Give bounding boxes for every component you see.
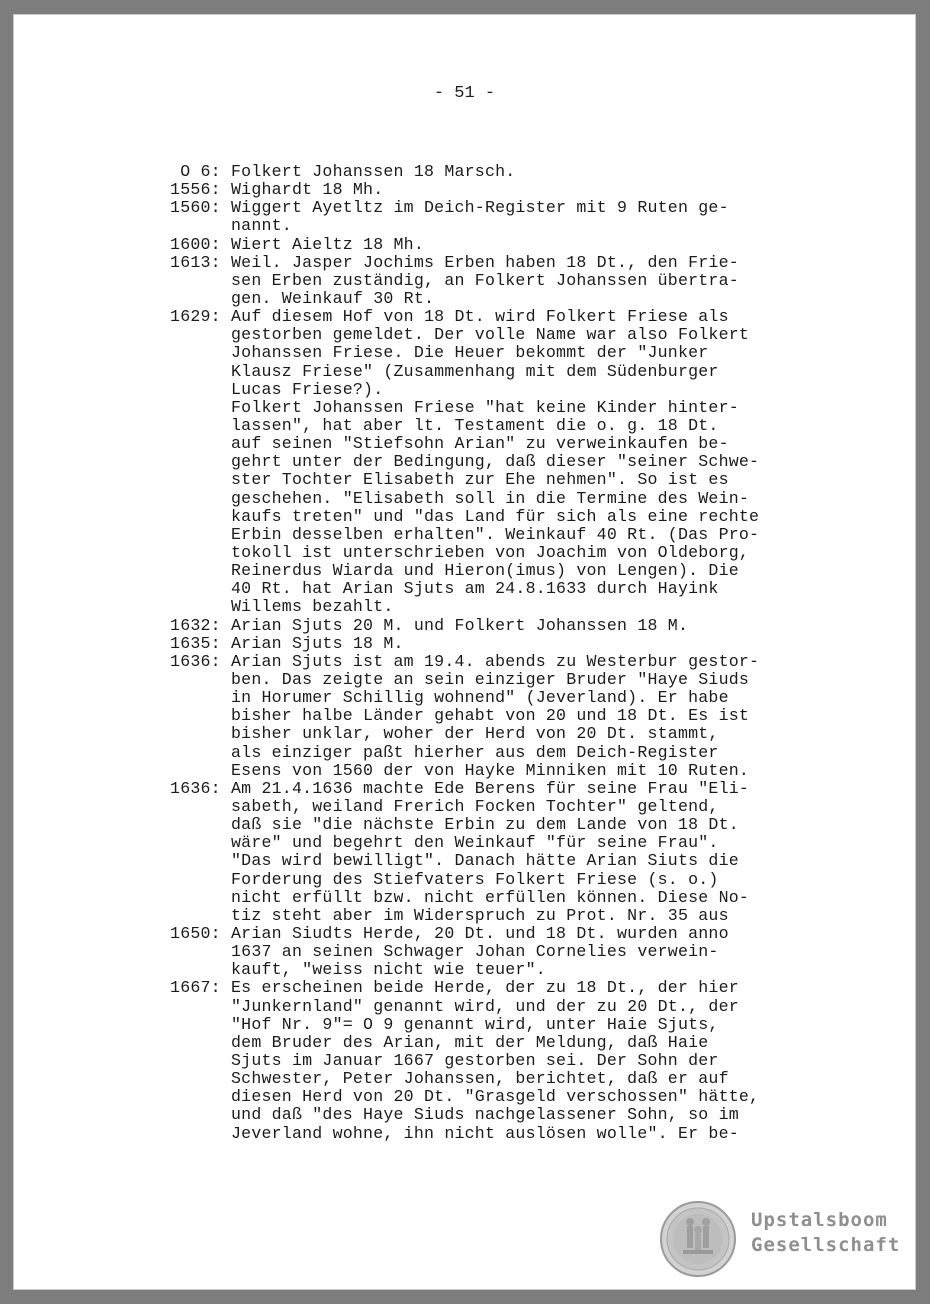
entry-year-label: 1667: [170, 978, 231, 998]
text-line: Lucas Friese?). [231, 379, 384, 399]
text-line: bisher halbe Länder gehabt von 20 und 18 Dt. Es ist [231, 706, 750, 726]
entry-text [231, 254, 831, 308]
text-line: 1637 an seinen Schwager Johan Cornelies verwein- [231, 942, 719, 962]
text-line: diesen Herd von 20 Dt. "Grasgeld verschossen" hätte, [231, 1087, 760, 1107]
text-line: gen. Weinkauf 30 Rt. [231, 289, 435, 309]
seal-icon [659, 1200, 737, 1278]
entry-year-label: 1636: [170, 651, 231, 671]
text-line: dem Bruder des Arian, mit der Meldung, daß Haie [231, 1032, 709, 1052]
text-line: Esens von 1560 der von Hayke Minniken mit 10 Ruten. [231, 760, 750, 780]
register-entry [111, 635, 831, 653]
text-line: Klausz Friese" (Zusammenhang mit dem Südenburger [231, 361, 719, 381]
text-line: "Junkernland" genannt wird, und der zu 20 Dt., der [231, 996, 739, 1016]
logo-wordmark [751, 1208, 900, 1258]
text-line: Auf diesem Hof von 18 Dt. wird Folkert Friese als [231, 307, 729, 327]
text-line: Am 21.4.1636 machte Ede Berens für seine Frau "Eli- [231, 778, 750, 798]
text-line: und daß "des Haye Siuds nachgelassener Sohn, so im [231, 1105, 739, 1125]
text-line: Wighardt 18 Mh. [231, 180, 384, 200]
register-entry [111, 254, 831, 308]
document-page [13, 14, 916, 1290]
document-body [111, 163, 831, 1143]
entry-text [231, 653, 831, 780]
entry-year-label: 1556: [170, 180, 231, 200]
text-line: Reinerdus Wiarda und Hieron(imus) von Lengen). Die [231, 561, 739, 581]
text-line: kaufs treten" und "das Land für sich als eine rechte [231, 506, 760, 526]
text-line: auf seinen "Stiefsohn Arian" zu verweinkaufen be- [231, 434, 729, 454]
entry-year-label: 1636: [170, 778, 231, 798]
text-line: Willems bezahlt. [231, 597, 394, 617]
register-entry [111, 780, 831, 925]
text-line: sabeth, weiland Frerich Focken Tochter" geltend, [231, 797, 719, 816]
entry-text [231, 308, 831, 616]
text-line: Folkert Johanssen Friese "hat keine Kinder hinter- [231, 397, 739, 417]
text-line: nannt. [231, 216, 292, 236]
text-line: gehrt unter der Bedingung, daß dieser "seiner Schwe- [231, 452, 760, 472]
register-entry [111, 163, 831, 181]
entry-text [231, 925, 831, 979]
text-line: "Das wird bewilligt". Danach hätte Arian Siuts die [231, 851, 739, 871]
register-entry [111, 181, 831, 199]
register-entry [111, 199, 831, 235]
publisher-logo [659, 1200, 899, 1280]
text-line: ster Tochter Elisabeth zur Ehe nehmen". So ist es [231, 470, 729, 490]
register-entry [111, 617, 831, 635]
register-entry [111, 236, 831, 254]
text-line: Sjuts im Januar 1667 gestorben sei. Der Sohn der [231, 1050, 719, 1070]
text-line: Jeverland wohne, ihn nicht auslösen wolle". Er be- [231, 1123, 739, 1143]
entry-year-label: 1650: [170, 923, 231, 943]
register-entry [111, 925, 831, 979]
text-line: Arian Sjuts ist am 19.4. abends zu Westerbur gestor- [231, 651, 760, 671]
entry-text [231, 163, 831, 181]
text-line: Johanssen Friese. Die Heuer bekommt der "Junker [231, 343, 709, 363]
entry-year-label: O 6: [180, 162, 231, 181]
text-line: gestorben gemeldet. Der volle Name war also Folkert [231, 325, 750, 345]
entry-year-label: 1600: [170, 234, 231, 254]
text-line: Arian Sjuts 18 M. [231, 633, 404, 653]
text-line: als einziger paßt hierher aus dem Deich-Register [231, 742, 719, 762]
text-line: lassen", hat aber lt. Testament die o. g. 18 Dt. [231, 416, 719, 436]
text-line: Es erscheinen beide Herde, der zu 18 Dt., der hier [231, 978, 739, 998]
text-line: tokoll ist unterschrieben von Joachim von Oldeborg, [231, 543, 750, 562]
text-line: Arian Sjuts 20 M. und Folkert Johanssen 18 M. [231, 615, 689, 635]
entry-text [231, 780, 831, 925]
entry-text [231, 199, 831, 235]
register-entry [111, 653, 831, 780]
text-line: sen Erben zuständig, an Folkert Johanssen übertra- [231, 270, 739, 290]
text-line: Wiggert Ayetltz im Deich-Register mit 9 Ruten ge- [231, 198, 729, 218]
entry-text [231, 236, 831, 254]
entry-text [231, 617, 831, 635]
text-line: in Horumer Schillig wohnend" (Jeverland). Er habe [231, 688, 729, 708]
text-line: "Hof Nr. 9"= O 9 genannt wird, unter Haie Sjuts, [231, 1014, 719, 1034]
text-line: bisher unklar, woher der Herd von 20 Dt. stammt, [231, 724, 719, 744]
text-line: 40 Rt. hat Arian Sjuts am 24.8.1633 durch Hayink [231, 579, 719, 599]
text-line: Wiert Aieltz 18 Mh. [231, 234, 424, 254]
text-line: tiz steht aber im Widerspruch zu Prot. Nr. 35 aus [231, 905, 729, 925]
entry-year-label: 1613: [170, 252, 231, 272]
text-line: wäre" und begehrt den Weinkauf "für seine Frau". [231, 833, 719, 853]
text-line: Forderung des Stiefvaters Folkert Friese (s. o.) [231, 869, 719, 889]
logo-line-2: Gesellschaft [751, 1234, 901, 1256]
entry-year-label: 1560: [170, 198, 231, 218]
text-line: ben. Das zeigte an sein einziger Bruder "Haye Siuds [231, 670, 750, 690]
register-entry [111, 979, 831, 1142]
logo-line-1: Upstalsboom [751, 1209, 888, 1231]
text-line: Arian Siudts Herde, 20 Dt. und 18 Dt. wurden anno [231, 923, 729, 943]
text-line: daß sie "die nächste Erbin zu dem Lande von 18 Dt. [231, 815, 739, 835]
entry-year-label: 1629: [170, 307, 231, 327]
text-line: Weil. Jasper Jochims Erben haben 18 Dt., den Frie- [231, 252, 739, 272]
text-line: nicht erfüllt bzw. nicht erfüllen können. Diese No- [231, 887, 750, 907]
text-line: kauft, "weiss nicht wie teuer". [231, 960, 546, 980]
text-line: Folkert Johanssen 18 Marsch. [231, 162, 516, 181]
register-entry [111, 308, 831, 616]
text-line: Schwester, Peter Johanssen, berichtet, daß er auf [231, 1069, 729, 1089]
entry-text [231, 181, 831, 199]
entry-year-label: 1635: [170, 633, 231, 653]
text-line: Erbin desselben erhalten". Weinkauf 40 Rt. (Das Pro- [231, 524, 760, 544]
entry-text [231, 635, 831, 653]
entry-year-label: 1632: [170, 615, 231, 635]
entry-text [231, 979, 831, 1142]
page-number: - 51 - [433, 84, 496, 103]
text-line: geschehen. "Elisabeth soll in die Termine des Wein- [231, 488, 750, 508]
